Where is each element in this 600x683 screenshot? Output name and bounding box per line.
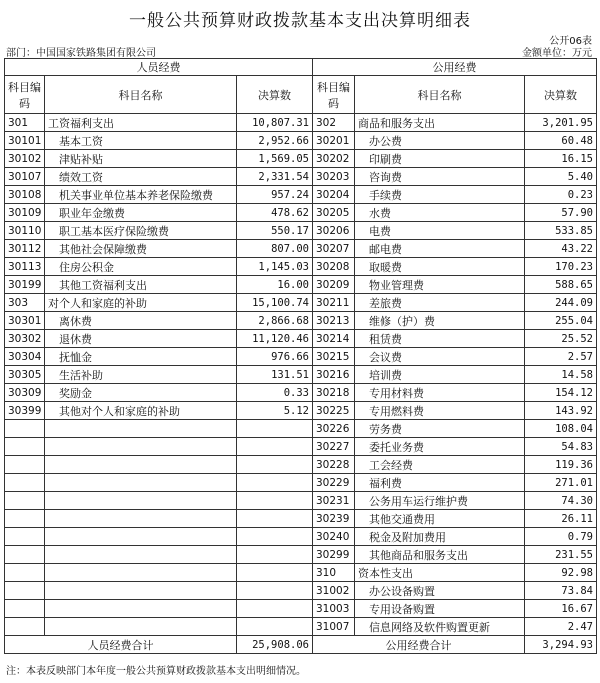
public-amount-cell: 255.04 xyxy=(525,312,597,330)
personnel-code-cell: 30109 xyxy=(5,204,45,222)
public-code-cell: 31003 xyxy=(313,600,355,618)
personnel-code-cell: 30304 xyxy=(5,348,45,366)
personnel-code-cell: 30301 xyxy=(5,312,45,330)
personnel-name-cell xyxy=(45,600,237,618)
personnel-code-cell: 30199 xyxy=(5,276,45,294)
personnel-code-cell xyxy=(5,600,45,618)
unit-label: 金额单位：万元 xyxy=(522,48,592,59)
public-name-cell: 信息网络及软件购置更新 xyxy=(355,618,525,636)
public-code-cell: 30205 xyxy=(313,204,355,222)
public-amount-cell: 170.23 xyxy=(525,258,597,276)
public-code-cell: 30299 xyxy=(313,546,355,564)
personnel-amount-cell: 11,120.46 xyxy=(237,330,313,348)
personnel-name-cell xyxy=(45,492,237,510)
public-name-cell: 取暖费 xyxy=(355,258,525,276)
public-name-cell: 水费 xyxy=(355,204,525,222)
table-row xyxy=(5,366,597,384)
table-row xyxy=(5,438,597,456)
public-code-cell: 30206 xyxy=(313,222,355,240)
public-name-cell: 专用设备购置 xyxy=(355,600,525,618)
personnel-amount-cell xyxy=(237,600,313,618)
personnel-name-cell: 绩效工资 xyxy=(45,168,237,186)
table-row xyxy=(5,456,597,474)
public-name-cell: 会议费 xyxy=(355,348,525,366)
public-name-cell: 资本性支出 xyxy=(355,564,525,582)
personnel-name-cell: 生活补助 xyxy=(45,366,237,384)
table-row xyxy=(5,474,597,492)
personnel-code-cell: 30399 xyxy=(5,402,45,420)
personnel-code-cell xyxy=(5,474,45,492)
personnel-code-cell: 30305 xyxy=(5,366,45,384)
personnel-code-cell xyxy=(5,564,45,582)
personnel-total-amount: 25,908.06 xyxy=(237,636,313,654)
table-row xyxy=(5,618,597,636)
table-row xyxy=(5,312,597,330)
table-row xyxy=(5,168,597,186)
public-amount-cell: 16.67 xyxy=(525,600,597,618)
public-code-cell: 30203 xyxy=(313,168,355,186)
public-name-cell: 手续费 xyxy=(355,186,525,204)
personnel-name-cell: 津贴补贴 xyxy=(45,150,237,168)
personnel-amount-cell xyxy=(237,546,313,564)
public-name-cell: 专用材料费 xyxy=(355,384,525,402)
public-name-cell: 电费 xyxy=(355,222,525,240)
public-amount-cell: 588.65 xyxy=(525,276,597,294)
public-amount-cell: 2.47 xyxy=(525,618,597,636)
personnel-name-cell: 职业年金缴费 xyxy=(45,204,237,222)
public-name-cell: 其他交通费用 xyxy=(355,510,525,528)
public-name-cell: 邮电费 xyxy=(355,240,525,258)
page-title: 一般公共预算财政拨款基本支出决算明细表 xyxy=(129,11,471,31)
public-amount-cell: 54.83 xyxy=(525,438,597,456)
personnel-total-label: 人员经费合计 xyxy=(5,636,237,654)
personnel-code-header: 科目编码 xyxy=(5,76,45,114)
public-name-cell: 其他商品和服务支出 xyxy=(355,546,525,564)
public-code-cell: 30214 xyxy=(313,330,355,348)
personnel-name-cell xyxy=(45,582,237,600)
public-amount-cell: 0.23 xyxy=(525,186,597,204)
section-header-row xyxy=(5,59,597,76)
public-amount-cell: 231.55 xyxy=(525,546,597,564)
personnel-name-cell xyxy=(45,510,237,528)
personnel-code-cell: 30102 xyxy=(5,150,45,168)
public-code-cell: 30218 xyxy=(313,384,355,402)
public-code-cell: 30228 xyxy=(313,456,355,474)
personnel-code-cell xyxy=(5,618,45,636)
table-row xyxy=(5,186,597,204)
personnel-name-cell xyxy=(45,546,237,564)
public-code-cell: 30216 xyxy=(313,366,355,384)
personnel-name-cell xyxy=(45,528,237,546)
personnel-amount-cell xyxy=(237,582,313,600)
public-name-cell: 物业管理费 xyxy=(355,276,525,294)
personnel-amount-cell: 1,145.03 xyxy=(237,258,313,276)
public-amount-cell: 92.98 xyxy=(525,564,597,582)
public-amount-cell: 73.84 xyxy=(525,582,597,600)
public-code-cell: 31007 xyxy=(313,618,355,636)
personnel-amount-cell: 1,569.05 xyxy=(237,150,313,168)
personnel-code-cell: 30113 xyxy=(5,258,45,276)
personnel-name-cell xyxy=(45,474,237,492)
personnel-amount-cell: 10,807.31 xyxy=(237,114,313,132)
public-section-header: 公用经费 xyxy=(313,59,597,76)
personnel-amount-cell xyxy=(237,564,313,582)
column-header-row xyxy=(5,76,597,114)
public-amount-cell: 16.15 xyxy=(525,150,597,168)
personnel-amount-cell xyxy=(237,492,313,510)
personnel-name-cell: 离休费 xyxy=(45,312,237,330)
public-name-cell: 维修（护）费 xyxy=(355,312,525,330)
personnel-code-cell: 30309 xyxy=(5,384,45,402)
table-row xyxy=(5,114,597,132)
table-row xyxy=(5,240,597,258)
personnel-amount-cell: 15,100.74 xyxy=(237,294,313,312)
public-code-cell: 30213 xyxy=(313,312,355,330)
public-code-cell: 30229 xyxy=(313,474,355,492)
personnel-name-cell: 其他工资福利支出 xyxy=(45,276,237,294)
table-row xyxy=(5,546,597,564)
public-amount-cell: 108.04 xyxy=(525,420,597,438)
public-amount-cell: 60.48 xyxy=(525,132,597,150)
public-amount-cell: 2.57 xyxy=(525,348,597,366)
table-row xyxy=(5,510,597,528)
public-name-cell: 委托业务费 xyxy=(355,438,525,456)
personnel-name-cell: 抚恤金 xyxy=(45,348,237,366)
public-amount-cell: 74.30 xyxy=(525,492,597,510)
personnel-amount-cell: 131.51 xyxy=(237,366,313,384)
personnel-amount-cell xyxy=(237,456,313,474)
personnel-code-cell: 30107 xyxy=(5,168,45,186)
public-name-cell: 商品和服务支出 xyxy=(355,114,525,132)
personnel-name-cell: 其他社会保障缴费 xyxy=(45,240,237,258)
personnel-code-cell xyxy=(5,438,45,456)
personnel-name-cell xyxy=(45,618,237,636)
table-row xyxy=(5,330,597,348)
personnel-code-cell xyxy=(5,546,45,564)
personnel-amount-cell: 5.12 xyxy=(237,402,313,420)
public-name-cell: 印刷费 xyxy=(355,150,525,168)
public-amount-cell: 154.12 xyxy=(525,384,597,402)
personnel-name-cell: 机关事业单位基本养老保险缴费 xyxy=(45,186,237,204)
personnel-name-cell xyxy=(45,438,237,456)
public-amount-cell: 271.01 xyxy=(525,474,597,492)
public-name-cell: 培训费 xyxy=(355,366,525,384)
personnel-code-cell xyxy=(5,510,45,528)
table-row xyxy=(5,384,597,402)
personnel-amount-cell: 550.17 xyxy=(237,222,313,240)
public-code-cell: 30231 xyxy=(313,492,355,510)
personnel-amount-cell: 2,331.54 xyxy=(237,168,313,186)
public-code-cell: 31002 xyxy=(313,582,355,600)
personnel-code-cell: 301 xyxy=(5,114,45,132)
public-code-cell: 30227 xyxy=(313,438,355,456)
personnel-code-cell xyxy=(5,492,45,510)
personnel-code-cell xyxy=(5,528,45,546)
public-name-cell: 租赁费 xyxy=(355,330,525,348)
personnel-amount-cell: 2,952.66 xyxy=(237,132,313,150)
public-amount-header: 决算数 xyxy=(525,76,597,114)
public-name-cell: 福利费 xyxy=(355,474,525,492)
public-code-cell: 30204 xyxy=(313,186,355,204)
public-code-cell: 30211 xyxy=(313,294,355,312)
personnel-amount-cell: 16.00 xyxy=(237,276,313,294)
personnel-name-cell xyxy=(45,420,237,438)
personnel-name-cell: 工资福利支出 xyxy=(45,114,237,132)
personnel-amount-cell: 0.33 xyxy=(237,384,313,402)
personnel-amount-header: 决算数 xyxy=(237,76,313,114)
public-name-cell: 劳务费 xyxy=(355,420,525,438)
public-code-cell: 30208 xyxy=(313,258,355,276)
public-name-cell: 工会经费 xyxy=(355,456,525,474)
table-row xyxy=(5,582,597,600)
table-row xyxy=(5,600,597,618)
table-row xyxy=(5,150,597,168)
public-name-cell: 办公费 xyxy=(355,132,525,150)
personnel-code-cell: 303 xyxy=(5,294,45,312)
public-amount-cell: 26.11 xyxy=(525,510,597,528)
table-row xyxy=(5,528,597,546)
public-name-cell: 咨询费 xyxy=(355,168,525,186)
personnel-name-cell: 对个人和家庭的补助 xyxy=(45,294,237,312)
personnel-amount-cell: 957.24 xyxy=(237,186,313,204)
public-code-cell: 30239 xyxy=(313,510,355,528)
public-amount-cell: 3,201.95 xyxy=(525,114,597,132)
table-row xyxy=(5,492,597,510)
personnel-amount-cell xyxy=(237,528,313,546)
table-row xyxy=(5,420,597,438)
total-row xyxy=(5,636,597,654)
personnel-amount-cell: 478.62 xyxy=(237,204,313,222)
personnel-name-header: 科目名称 xyxy=(45,76,237,114)
personnel-code-cell: 30110 xyxy=(5,222,45,240)
table-row xyxy=(5,276,597,294)
public-name-cell: 税金及附加费用 xyxy=(355,528,525,546)
personnel-code-cell xyxy=(5,456,45,474)
public-amount-cell: 119.36 xyxy=(525,456,597,474)
public-code-cell: 30202 xyxy=(313,150,355,168)
public-code-cell: 30225 xyxy=(313,402,355,420)
public-amount-cell: 14.58 xyxy=(525,366,597,384)
personnel-amount-cell xyxy=(237,474,313,492)
public-code-cell: 30209 xyxy=(313,276,355,294)
public-name-cell: 专用燃料费 xyxy=(355,402,525,420)
public-amount-cell: 0.79 xyxy=(525,528,597,546)
personnel-amount-cell: 807.00 xyxy=(237,240,313,258)
personnel-amount-cell xyxy=(237,438,313,456)
public-amount-cell: 25.52 xyxy=(525,330,597,348)
public-total-amount: 3,294.93 xyxy=(525,636,597,654)
public-code-cell: 30201 xyxy=(313,132,355,150)
table-row xyxy=(5,564,597,582)
personnel-amount-cell xyxy=(237,618,313,636)
public-code-cell: 30240 xyxy=(313,528,355,546)
table-row xyxy=(5,204,597,222)
public-amount-cell: 533.85 xyxy=(525,222,597,240)
public-amount-cell: 244.09 xyxy=(525,294,597,312)
personnel-amount-cell: 976.66 xyxy=(237,348,313,366)
table-row xyxy=(5,258,597,276)
public-code-cell: 310 xyxy=(313,564,355,582)
table-row xyxy=(5,294,597,312)
expenditure-table xyxy=(4,58,597,654)
public-name-cell: 公务用车运行维护费 xyxy=(355,492,525,510)
personnel-code-cell xyxy=(5,420,45,438)
public-code-cell: 302 xyxy=(313,114,355,132)
personnel-name-cell: 其他对个人和家庭的补助 xyxy=(45,402,237,420)
table-row xyxy=(5,132,597,150)
table-row xyxy=(5,348,597,366)
public-total-label: 公用经费合计 xyxy=(313,636,525,654)
personnel-section-header: 人员经费 xyxy=(5,59,313,76)
public-code-cell: 30207 xyxy=(313,240,355,258)
public-amount-cell: 5.40 xyxy=(525,168,597,186)
public-code-header: 科目编码 xyxy=(313,76,355,114)
form-number: 公开06表 xyxy=(549,36,592,47)
personnel-amount-cell: 2,866.68 xyxy=(237,312,313,330)
public-name-header: 科目名称 xyxy=(355,76,525,114)
personnel-name-cell: 基本工资 xyxy=(45,132,237,150)
table-row xyxy=(5,402,597,420)
public-name-cell: 差旅费 xyxy=(355,294,525,312)
personnel-code-cell: 30108 xyxy=(5,186,45,204)
department-label: 部门：中国国家铁路集团有限公司 xyxy=(6,48,156,59)
personnel-amount-cell xyxy=(237,510,313,528)
public-code-cell: 30226 xyxy=(313,420,355,438)
personnel-code-cell: 30101 xyxy=(5,132,45,150)
public-name-cell: 办公设备购置 xyxy=(355,582,525,600)
personnel-name-cell xyxy=(45,564,237,582)
table-row xyxy=(5,222,597,240)
personnel-name-cell: 职工基本医疗保险缴费 xyxy=(45,222,237,240)
personnel-name-cell: 住房公积金 xyxy=(45,258,237,276)
public-amount-cell: 57.90 xyxy=(525,204,597,222)
personnel-code-cell xyxy=(5,582,45,600)
public-code-cell: 30215 xyxy=(313,348,355,366)
personnel-code-cell: 30302 xyxy=(5,330,45,348)
personnel-code-cell: 30112 xyxy=(5,240,45,258)
public-amount-cell: 143.92 xyxy=(525,402,597,420)
public-amount-cell: 43.22 xyxy=(525,240,597,258)
footnote: 注：本表反映部门本年度一般公共预算财政拨款基本支出明细情况。 xyxy=(6,666,306,677)
personnel-name-cell xyxy=(45,456,237,474)
personnel-name-cell: 退休费 xyxy=(45,330,237,348)
personnel-amount-cell xyxy=(237,420,313,438)
personnel-name-cell: 奖励金 xyxy=(45,384,237,402)
